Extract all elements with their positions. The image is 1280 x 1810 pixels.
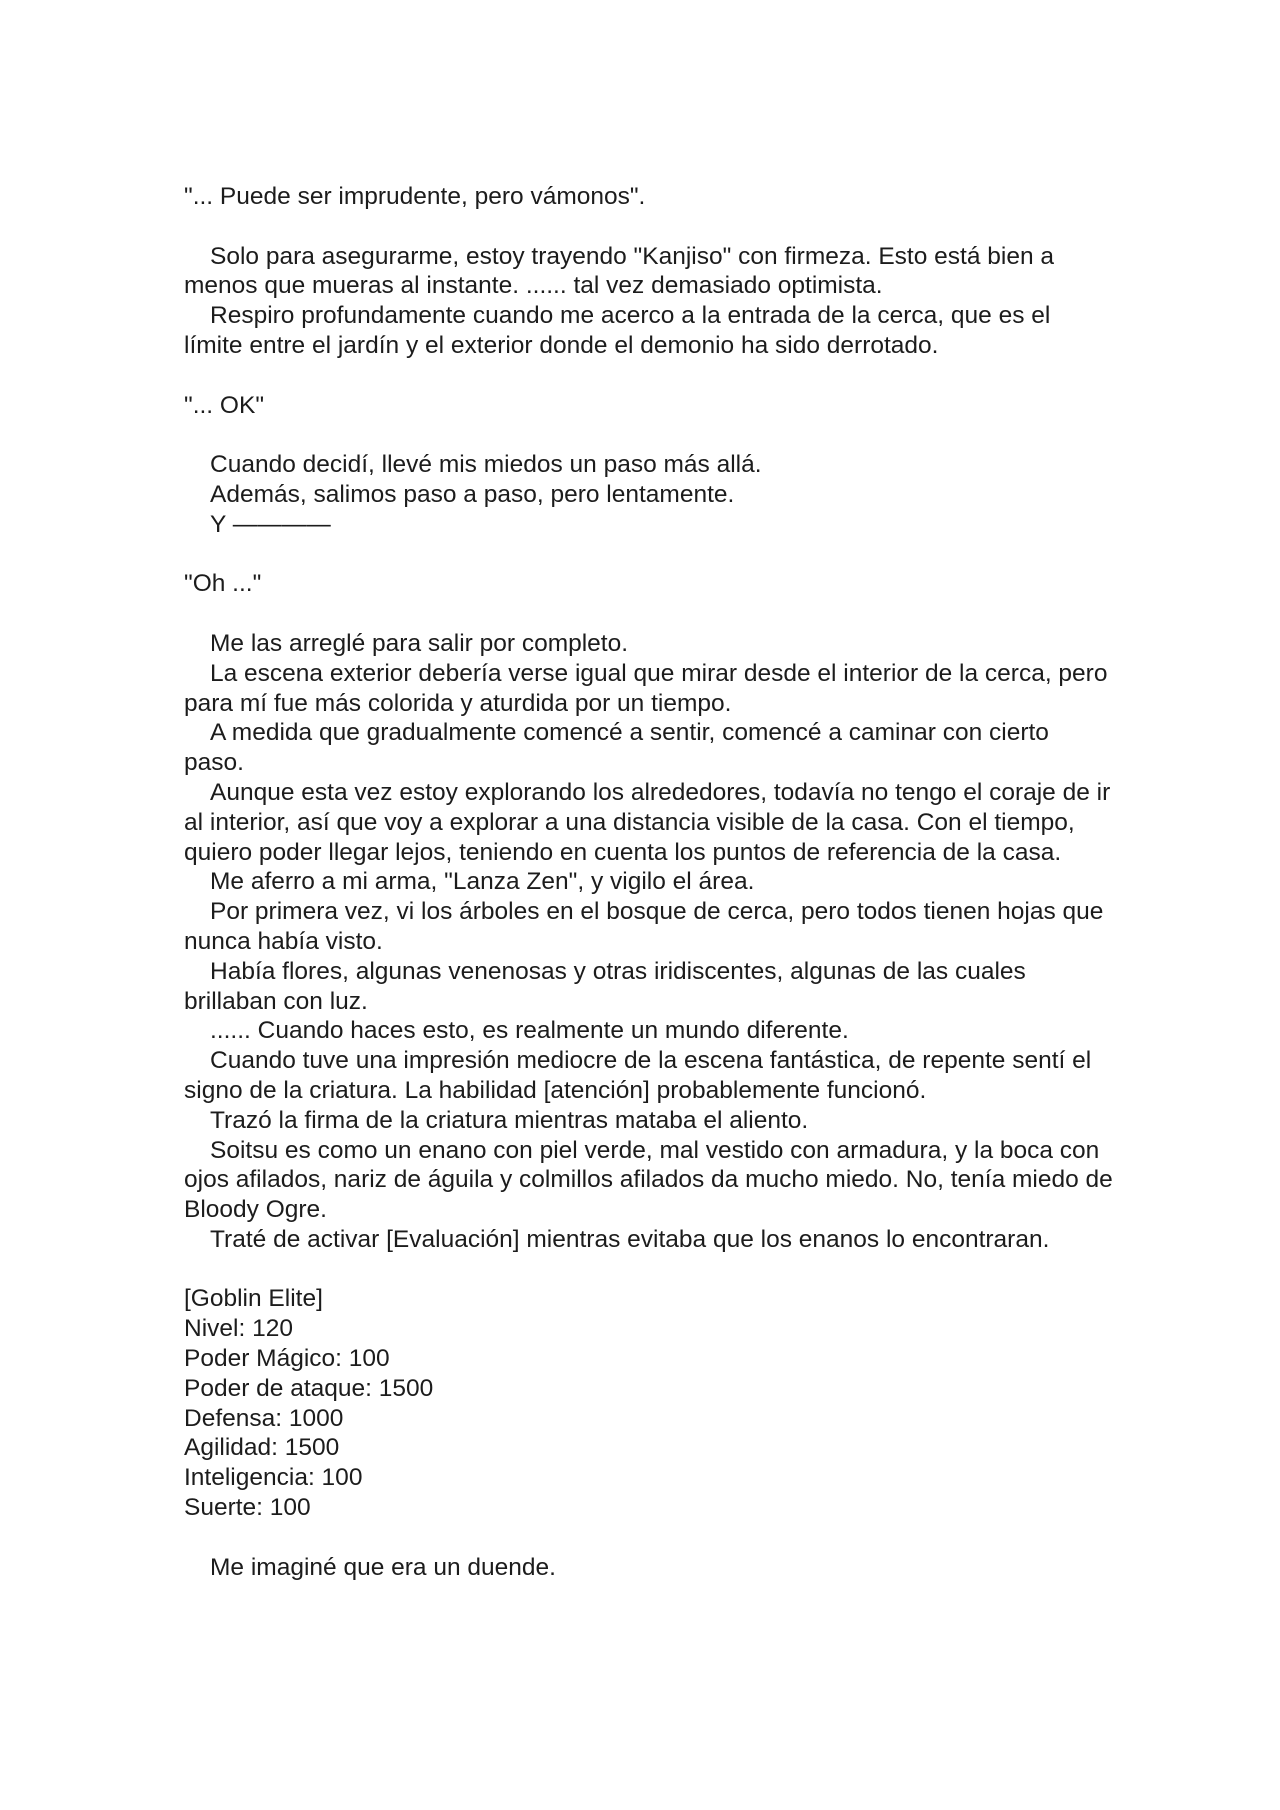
paragraph: Me las arreglé para salir por completo. <box>210 629 629 657</box>
paragraph: Poder de ataque: 1500 <box>184 1374 434 1402</box>
paragraph: Suerte: 100 <box>184 1494 311 1522</box>
paragraph: La escena exterior debería verse igual que mirar desde el interior de la cerca, pero para mí fue más colorida y aturdida por un tiempo. <box>184 659 1115 717</box>
paragraph: "... OK" <box>184 391 265 419</box>
paragraph: Trazó la firma de la criatura mientras mataba el aliento. <box>210 1106 809 1134</box>
paragraph: Aunque esta vez estoy explorando los alrededores, todavía no tengo el coraje de ir al interior, así que voy a explorar a una distancia visible de la casa. Con el tiempo, quiero poder llegar lejos, teniendo en cuenta los puntos de referencia de la casa. <box>184 778 1118 866</box>
paragraph: "Oh ..." <box>184 570 262 598</box>
document-text-body <box>184 182 1120 1582</box>
paragraph: Me aferro a mi arma, "Lanza Zen", y vigilo el área. <box>210 868 755 896</box>
paragraph: Y ———— <box>210 510 331 538</box>
paragraph: Había flores, algunas venenosas y otras iridiscentes, algunas de las cuales brillaban con luz. <box>184 957 1033 1015</box>
paragraph: Traté de activar [Evaluación] mientras evitaba que los enanos lo encontraran. <box>210 1225 1050 1253</box>
paragraph: [Goblin Elite] <box>184 1285 323 1313</box>
paragraph: Poder Mágico: 100 <box>184 1345 390 1373</box>
paragraph: Cuando tuve una impresión mediocre de la escena fantástica, de repente sentí el signo de la criatura. La habilidad [atención] probablemente funcionó. <box>184 1047 1098 1104</box>
paragraph: Agilidad: 1500 <box>184 1434 340 1462</box>
paragraph: Solo para asegurarme, estoy trayendo "Kanjiso" con firmeza. Esto está bien a menos que mueras al instante. ...... tal vez demasiado optimista. <box>184 242 1061 300</box>
paragraph: A medida que gradualmente comencé a sentir, comencé a caminar con cierto paso. <box>184 719 1056 777</box>
paragraph: Respiro profundamente cuando me acerco a la entrada de la cerca, que es el límite entre el jardín y el exterior donde el demonio ha sido derrotado. <box>184 302 1058 359</box>
paragraph: Por primera vez, vi los árboles en el bosque de cerca, pero todos tienen hojas que nunca había visto. <box>184 898 1111 955</box>
paragraph: Me imaginé que era un duende. <box>210 1553 556 1581</box>
paragraph: Además, salimos paso a paso, pero lentamente. <box>210 480 735 508</box>
paragraph: Inteligencia: 100 <box>184 1464 363 1492</box>
paragraph: Defensa: 1000 <box>184 1404 344 1432</box>
paragraph: "... Puede ser imprudente, pero vámonos". <box>184 183 646 210</box>
paragraph: Soitsu es como un enano con piel verde, mal vestido con armadura, y la boca con ojos afilados, nariz de águila y colmillos afilados da mucho miedo. No, tenía miedo de Bloody Ogre. <box>184 1136 1120 1224</box>
paragraph: ...... Cuando haces esto, es realmente un mundo diferente. <box>210 1017 849 1045</box>
paragraph: Cuando decidí, llevé mis miedos un paso más allá. <box>210 451 762 479</box>
paragraph: Nivel: 120 <box>184 1315 293 1343</box>
